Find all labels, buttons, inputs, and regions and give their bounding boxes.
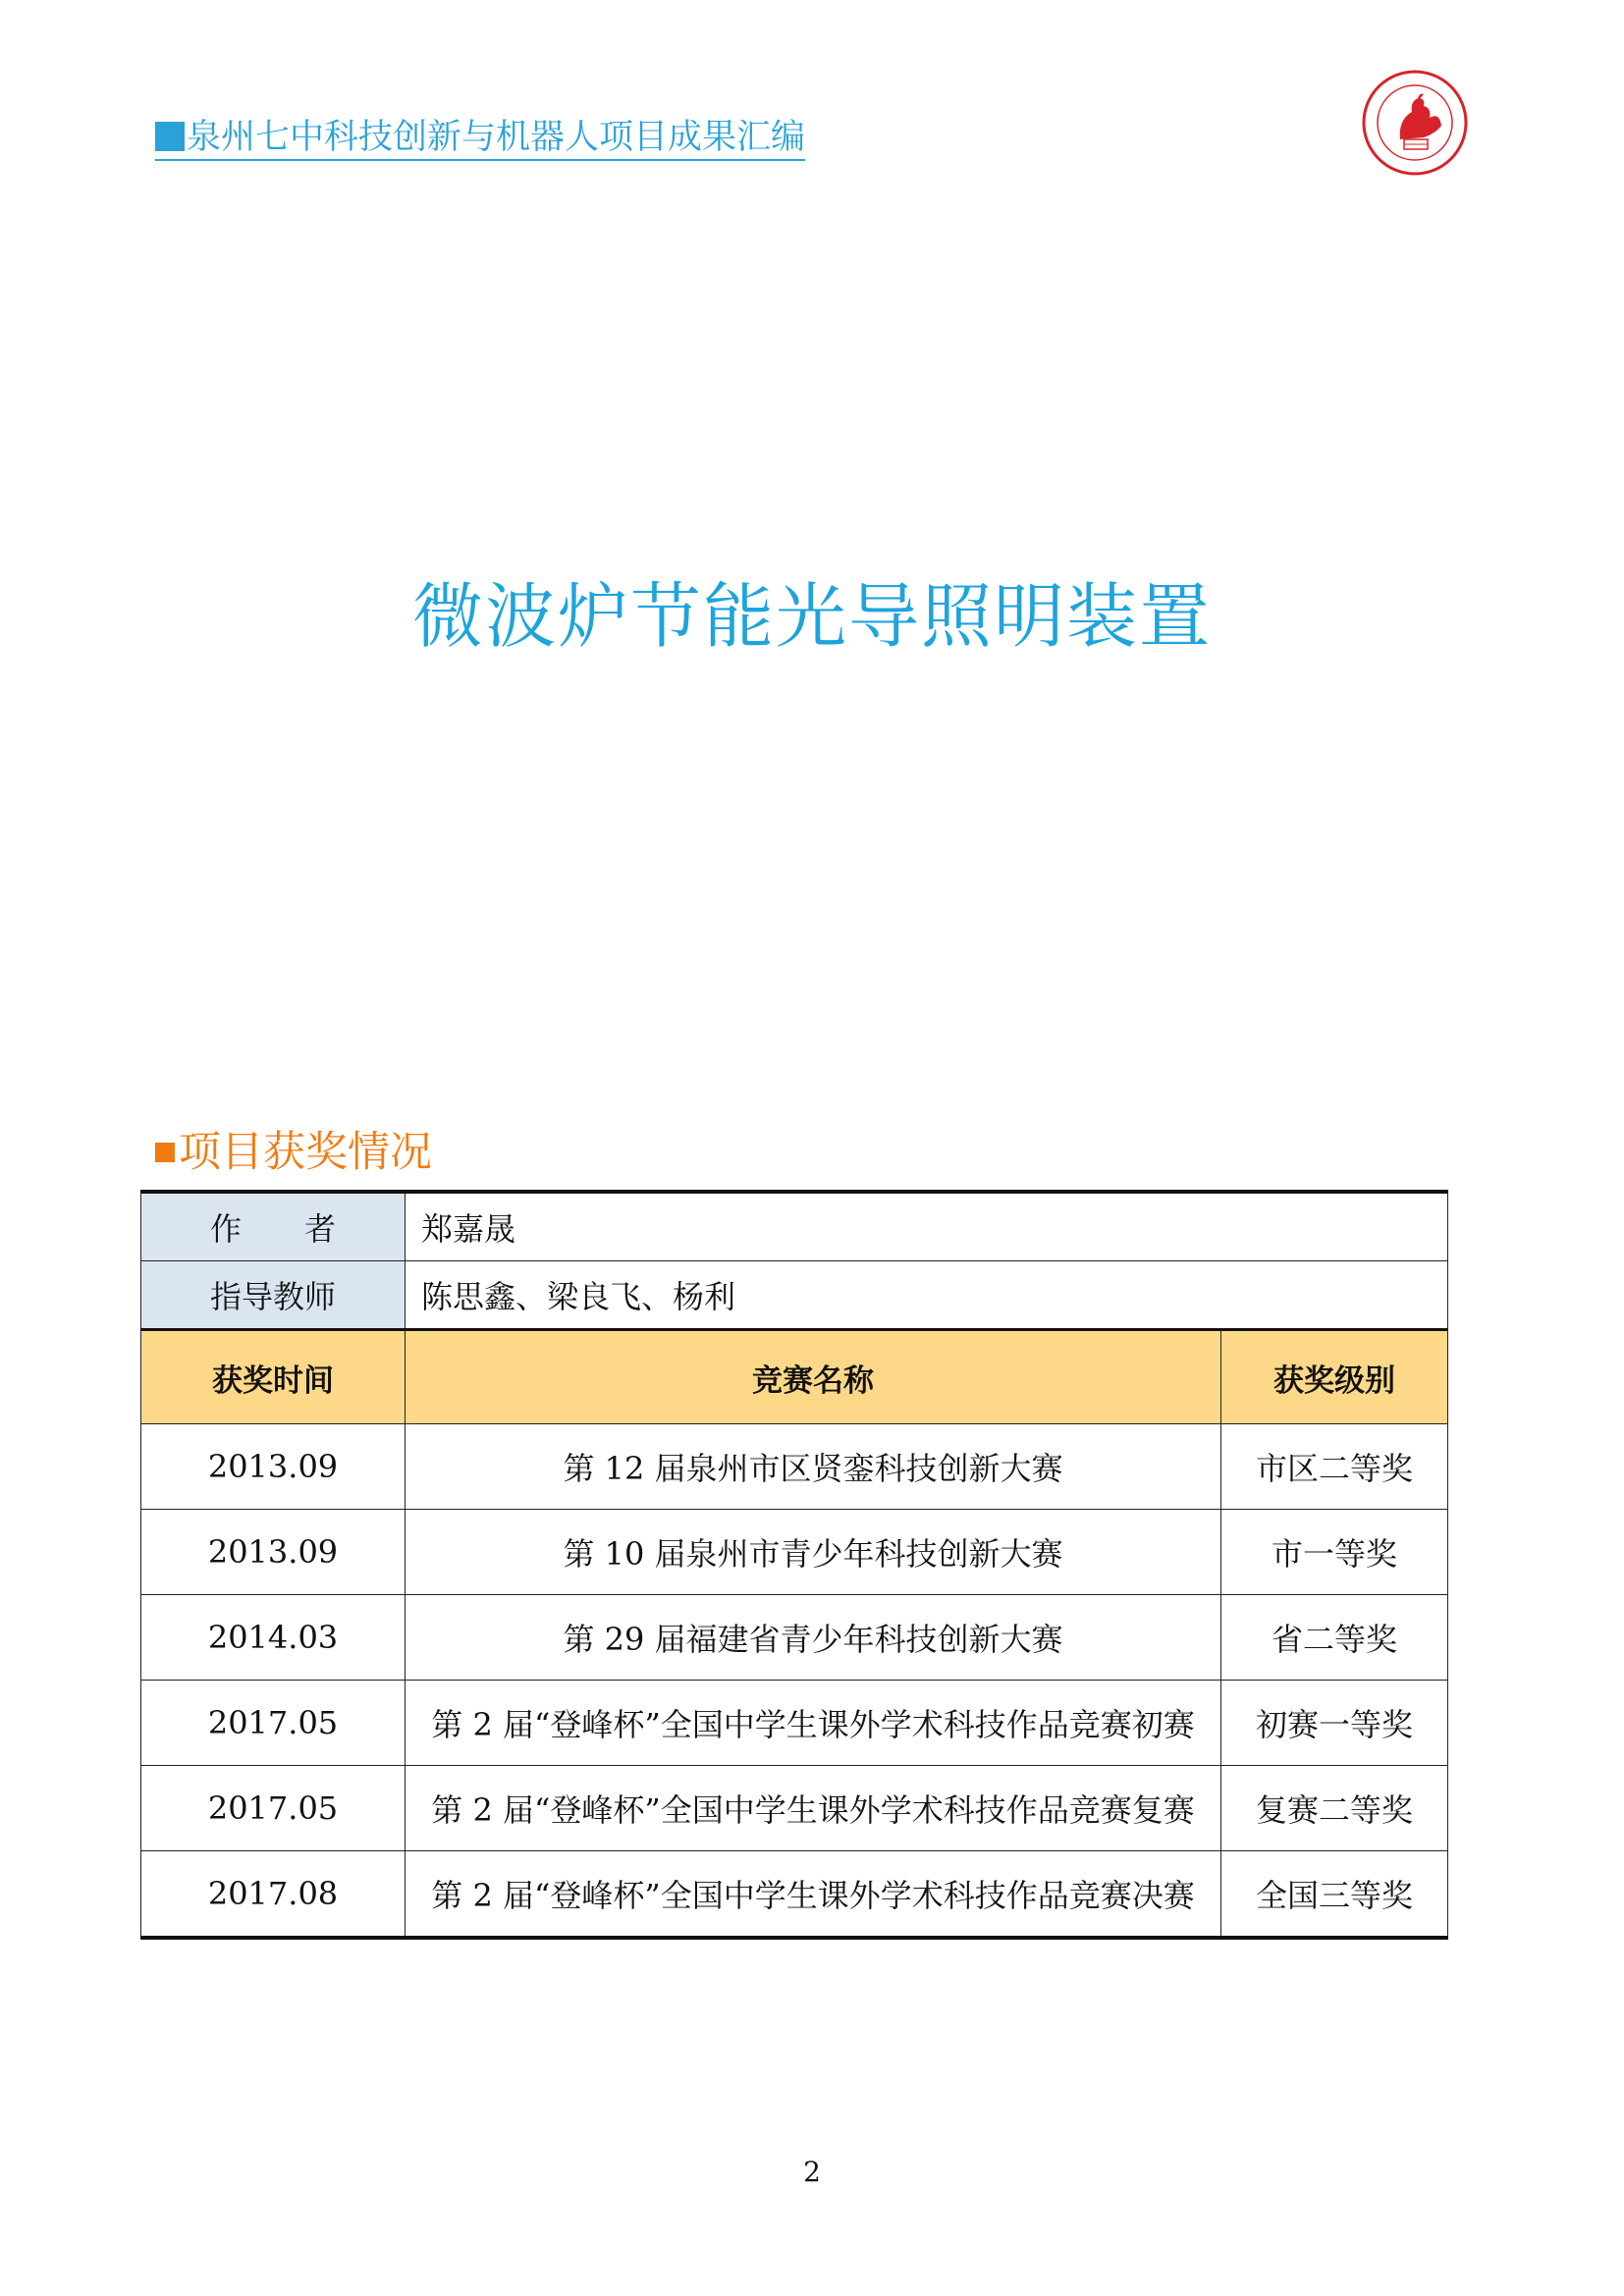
advisor-label: 指导教师 [141, 1261, 406, 1330]
table-row [141, 1510, 1448, 1595]
running-header-text: 泉州七中科技创新与机器人项目成果汇编 [187, 118, 806, 157]
award-time: 2017.08 [141, 1851, 406, 1939]
table-header-row [141, 1330, 1448, 1424]
header-competition: 竞赛名称 [406, 1330, 1221, 1424]
award-time: 2014.03 [141, 1595, 406, 1681]
award-level: 市一等奖 [1221, 1510, 1448, 1595]
author-row [141, 1192, 1448, 1261]
award-time: 2013.09 [141, 1424, 406, 1510]
section-heading-text: 项目获奖情况 [179, 1128, 432, 1177]
award-competition: 第 2 届“登峰杯”全国中学生课外学术科技作品竞赛复赛 [406, 1766, 1221, 1851]
award-level: 初赛一等奖 [1221, 1681, 1448, 1766]
header-time: 获奖时间 [141, 1330, 406, 1424]
rooster-seal-icon [1361, 69, 1469, 177]
section-heading [155, 1119, 432, 1179]
table-row [141, 1851, 1448, 1939]
running-header [155, 116, 805, 161]
award-time: 2017.05 [141, 1681, 406, 1766]
table-row [141, 1424, 1448, 1510]
header-level: 获奖级别 [1221, 1330, 1448, 1424]
author-label: 作 者 [141, 1192, 406, 1261]
table-row [141, 1595, 1448, 1681]
award-competition: 第 12 届泉州市区贤銮科技创新大赛 [406, 1424, 1221, 1510]
table-row [141, 1766, 1448, 1851]
award-level: 省二等奖 [1221, 1595, 1448, 1681]
awards-table [140, 1190, 1448, 1940]
award-level: 复赛二等奖 [1221, 1766, 1448, 1851]
award-time: 2013.09 [141, 1510, 406, 1595]
award-time: 2017.05 [141, 1766, 406, 1851]
document-title: 微波炉节能光导照明装置 [411, 575, 1212, 658]
advisor-row [141, 1261, 1448, 1330]
table-row [141, 1681, 1448, 1766]
advisor-value: 陈思鑫、梁良飞、杨利 [406, 1261, 1448, 1330]
award-competition: 第 2 届“登峰杯”全国中学生课外学术科技作品竞赛初赛 [406, 1681, 1221, 1766]
page-number: 2 [803, 2156, 821, 2188]
award-competition: 第 29 届福建省青少年科技创新大赛 [406, 1595, 1221, 1681]
square-bullet-icon [155, 1143, 175, 1162]
award-level: 全国三等奖 [1221, 1851, 1448, 1939]
award-competition: 第 2 届“登峰杯”全国中学生课外学术科技作品竞赛决赛 [406, 1851, 1221, 1939]
award-level: 市区二等奖 [1221, 1424, 1448, 1510]
award-competition: 第 10 届泉州市青少年科技创新大赛 [406, 1510, 1221, 1595]
square-bullet-icon [155, 122, 185, 151]
author-value: 郑嘉晟 [406, 1192, 1448, 1261]
